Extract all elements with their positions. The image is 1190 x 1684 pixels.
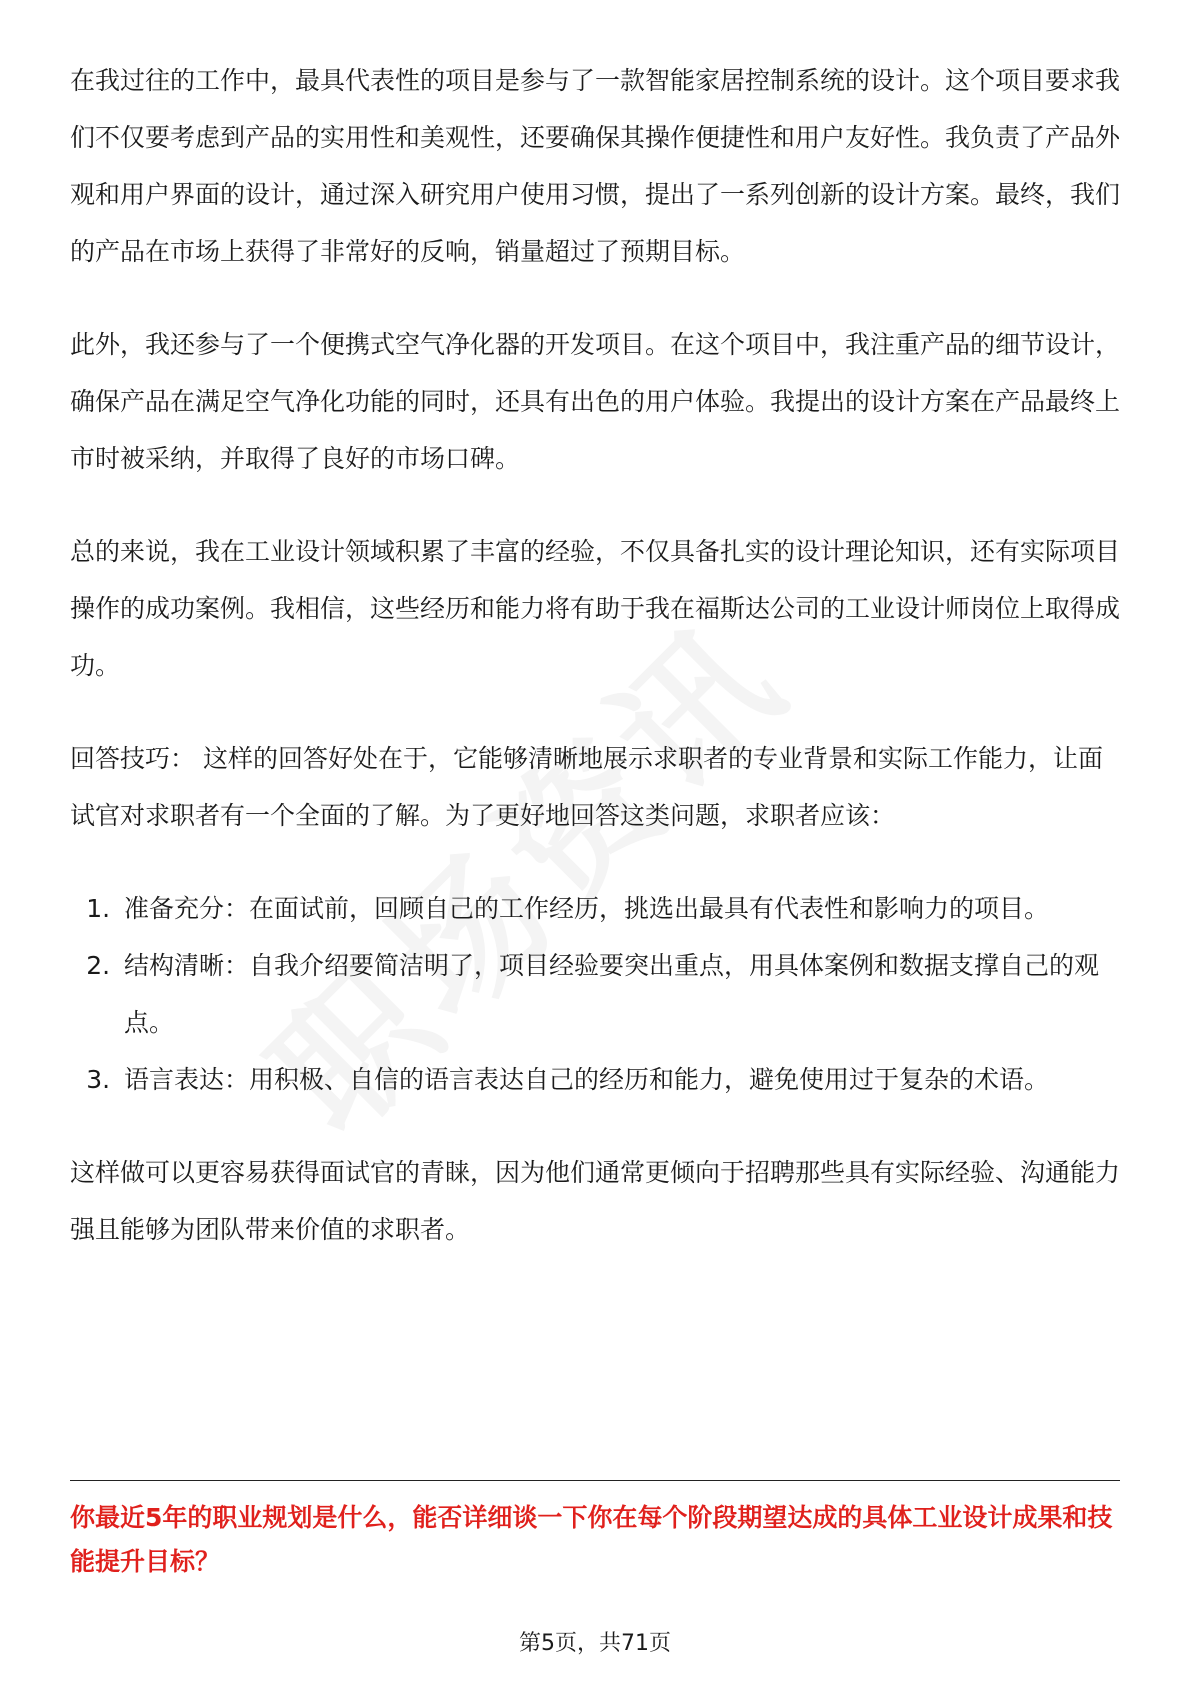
paragraph-answer-tips: 回答技巧： 这样的回答好处在于，它能够清晰地展示求职者的专业背景和实际工作能力，让面试官对求职者有一个全面的了解。为了更好地回答这类问题，求职者应该： (70, 744, 1103, 830)
paragraph-closing: 这样做可以更容易获得面试官的青睐，因为他们通常更倾向于招聘那些具有实际经验、沟通能力强且能够为团队带来价值的求职者。 (70, 1158, 1121, 1244)
paragraph-additional-project: 此外，我还参与了一个便携式空气净化器的开发项目。在这个项目中，我注重产品的细节设计，确保产品在满足空气净化功能的同时，还具有出色的用户体验。我提出的设计方案在产品最终上市时被采纳，并取得了良好的市场口碑。 (70, 330, 1121, 473)
paragraph-project-experience: 在我过往的工作中，最具代表性的项目是参与了一款智能家居控制系统的设计。这个项目要求我们不仅要考虑到产品的实用性和美观性，还要确保其操作便捷性和用户友好性。我负责了产品外观和用户界面的设计，通过深入研究用户使用习惯，提出了一系列创新的设计方案。最终，我们的产品在市场上获得了非常好的反响，销量超过了预期目标。 (70, 66, 1121, 266)
page-number: 第5页，共71页 (519, 1631, 671, 1656)
document-body (70, 52, 1120, 1294)
tips-list (70, 880, 1120, 1108)
tip-item: 3. 语言表达：用积极、自信的语言表达自己的经历和能力，避免使用过于复杂的术语。 (118, 1051, 1120, 1108)
next-question-heading: 你最近5年的职业规划是什么，能否详细谈一下你在每个阶段期望达成的具体工业设计成果和技能提升目标？ (70, 1503, 1113, 1576)
tip-item: 2. 结构清晰：自我介绍要简洁明了，项目经验要突出重点，用具体案例和数据支撑自己的观点。 (118, 937, 1120, 1051)
section-divider (70, 1480, 1120, 1481)
paragraph-summary: 总的来说，我在工业设计领域积累了丰富的经验，不仅具备扎实的设计理论知识，还有实际项目操作的成功案例。我相信，这些经历和能力将有助于我在福斯达公司的工业设计师岗位上取得成功。 (70, 537, 1121, 680)
tip-item: 1. 准备充分：在面试前，回顾自己的工作经历，挑选出最具有代表性和影响力的项目。 (118, 880, 1120, 937)
